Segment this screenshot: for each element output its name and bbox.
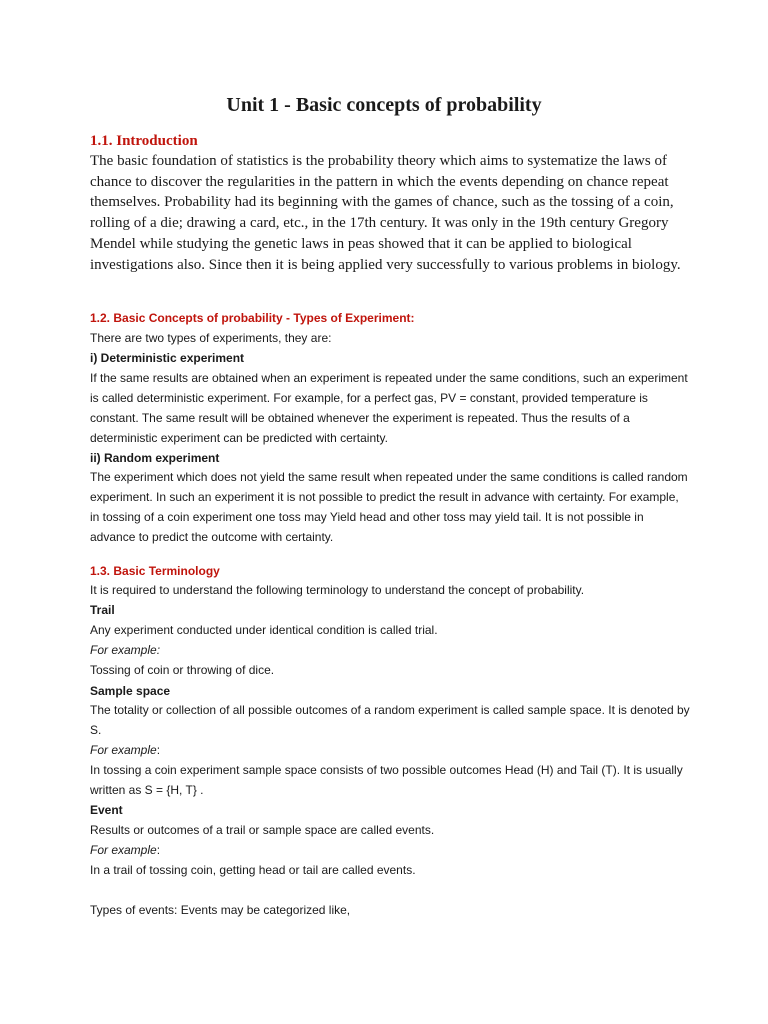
- sample-space-definition: The totality or collection of all possible outcomes of a random experiment is called sample space. It is denoted by S.: [90, 703, 690, 737]
- random-paragraph: The experiment which does not yield the same result when repeated under the same conditions is called random experiment. In such an experiment it is not possible to predict the result in advance with certainty. For example, in tossing of a coin experiment one toss may Yield head and other toss may yield tail. It is not possible in advance to predict the outcome with certainty.: [90, 470, 688, 544]
- deterministic-heading: i) Deterministic experiment: [90, 351, 245, 365]
- sample-space-heading: Sample space: [90, 684, 171, 698]
- sample-space-example-label: [90, 742, 160, 758]
- types-of-events-text: Types of events: Events may be categorized like,: [90, 903, 351, 917]
- sample-space-example: In tossing a coin experiment sample space consists of two possible outcomes Head (H) and Tail (T). It is usually written as S = {H, T} .: [90, 763, 683, 797]
- terminology-intro-text: It is required to understand the following terminology to understand the concept of probability.: [90, 583, 585, 597]
- event-example: In a trail of tossing coin, getting head or tail are called events.: [90, 863, 416, 877]
- random-heading: ii) Random experiment: [90, 451, 220, 465]
- section-heading-introduction: 1.1. Introduction: [90, 133, 198, 149]
- deterministic-paragraph: If the same results are obtained when an experiment is repeated under the same conditions, such an experiment is called deterministic experiment. For example, for a perfect gas, PV = constant, provided temperature is constant. The same result will be obtained whenever the experiment is repeated. Thus the results of a deterministic experiment can be predicted with certainty.: [90, 371, 688, 445]
- types-intro-text: There are two types of experiments, they are:: [90, 331, 332, 345]
- trail-heading: Trail: [90, 603, 115, 617]
- trail-definition: Any experiment conducted under identical condition is called trial.: [90, 623, 438, 637]
- event-example-label: [90, 842, 160, 858]
- trail-example-label: For example:: [90, 643, 161, 657]
- section-heading-types-of-experiment: 1.2. Basic Concepts of probability - Types of Experiment:: [90, 311, 415, 325]
- event-definition: Results or outcomes of a trail or sample space are called events.: [90, 823, 435, 837]
- event-example-colon: :: [156, 843, 161, 857]
- page-title: Unit 1 - Basic concepts of probability: [226, 94, 542, 116]
- event-example-label-text: For example: [90, 843, 157, 857]
- introduction-paragraph: The basic foundation of statistics is the probability theory which aims to systematize the laws of chance to discover the regularities in the pattern in which the events depending on chance repeat themselves. Probability had its beginning with the games of chance, such as the tossing of a coin, rolling of a die; drawing a card, etc., in the 17th century. It was only in the 19th century Gregory Mendel while studying the genetic laws in peas showed that it can be applied to biological investigations also. Since then it is being applied very successfully to various problems in biology.: [90, 153, 681, 273]
- sample-space-example-colon: :: [156, 743, 161, 757]
- trail-example: Tossing of coin or throwing of dice.: [90, 663, 275, 677]
- event-heading: Event: [90, 803, 123, 817]
- sample-space-example-label-text: For example: [90, 743, 157, 757]
- section-heading-basic-terminology: 1.3. Basic Terminology: [90, 564, 220, 578]
